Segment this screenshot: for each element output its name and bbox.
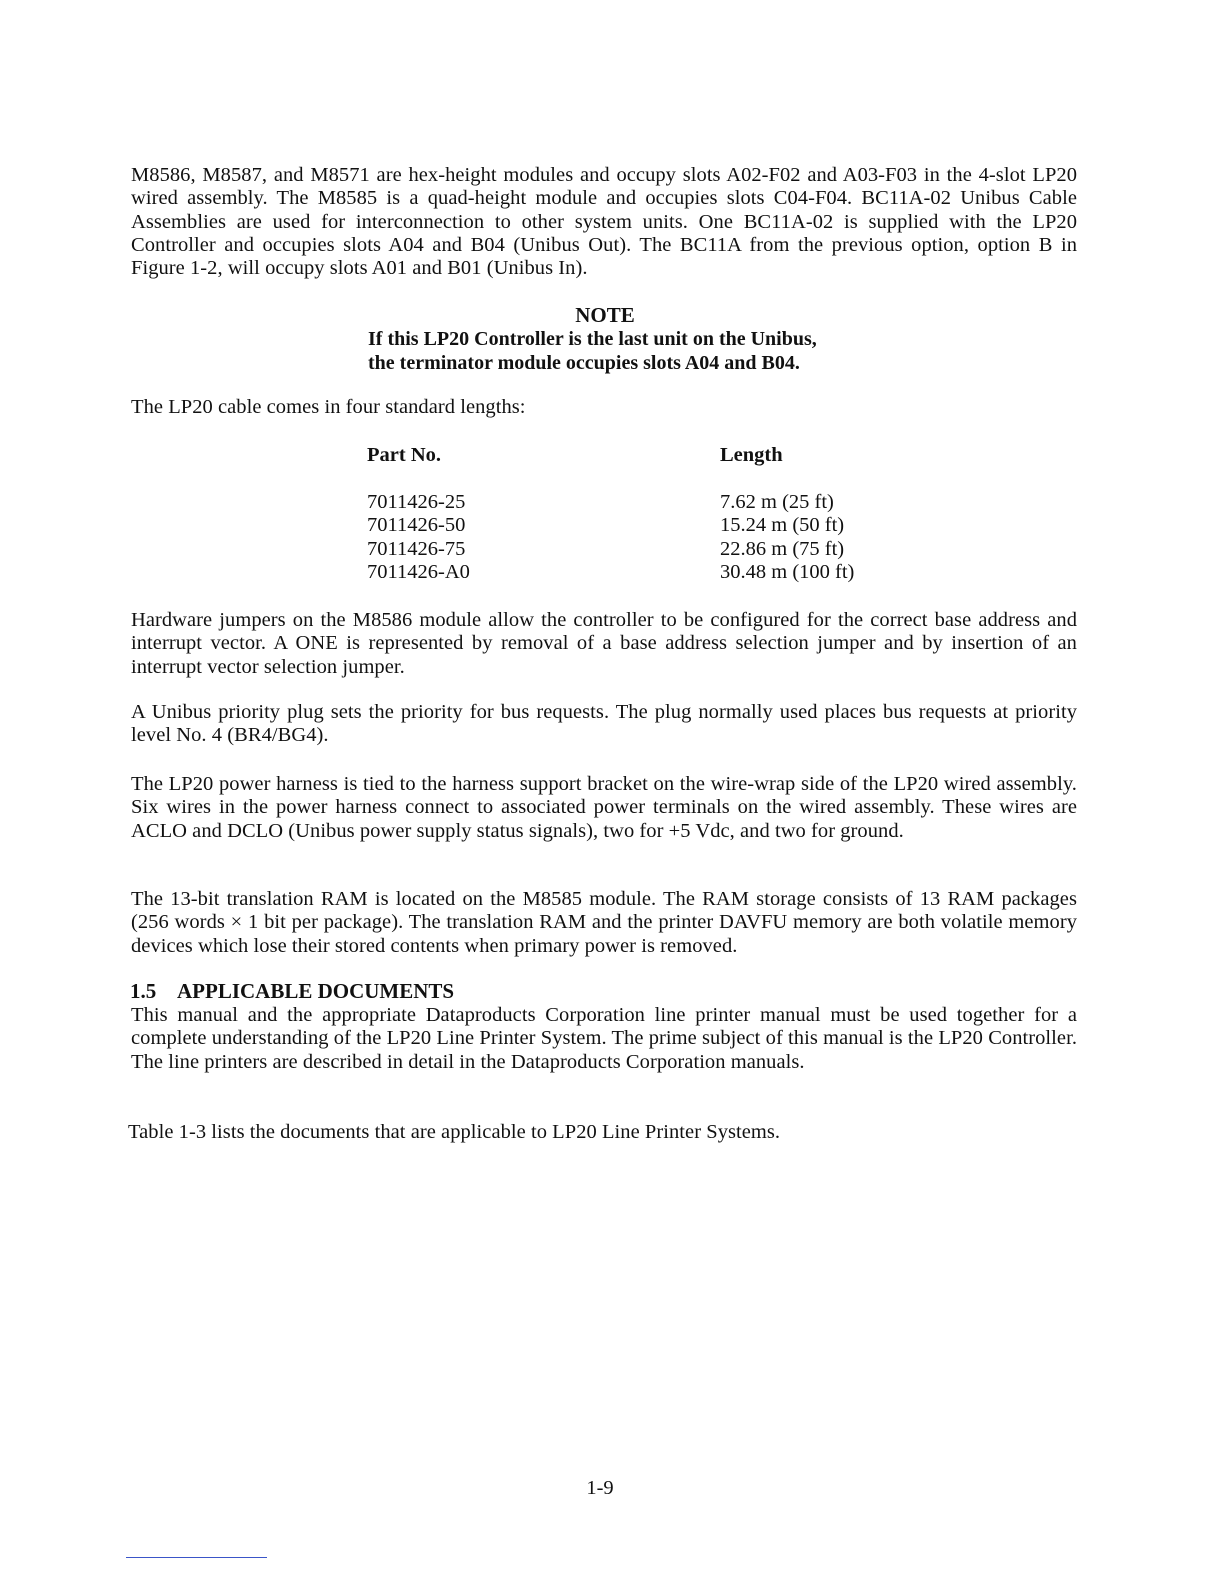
paragraph-modules: M8586, M8587, and M8571 are hex-height modules and occupy slots A02-F02 and A03-F03 in the 4-slot LP20 wired assembly. The M8585 is a quad-height module and occupies slots C04-F04. BC11A-02 Unibus Cable Assemblies are used for interconnection to other system units. One BC11A-02 is supplied with the LP20 Controller and occupies slots A04 and B04 (Unibus Out). The BC11A from the previous option, option B in Figure 1-2, will occupy slots A01 and B01 (Unibus In).	[131, 164, 1077, 280]
cable-length: 7.62 m (25 ft)	[720, 491, 834, 513]
note-line-2: the terminator module occupies slots A04 and B04.	[368, 352, 800, 374]
table-row	[367, 538, 887, 561]
part-number: 7011426-50	[367, 514, 466, 537]
note-title: NOTE	[575, 303, 635, 327]
table-row	[367, 491, 887, 514]
part-number: 7011426-25	[367, 491, 466, 513]
page-number: 1-9	[586, 1477, 614, 1499]
section-title: APPLICABLE DOCUMENTS	[177, 979, 455, 1003]
cable-length-table	[367, 491, 887, 585]
paragraph-jumpers: Hardware jumpers on the M8586 module allow the controller to be configured for the correct base address and interrupt vector. A ONE is represented by removal of a base address selection jumper and by insertion of an interrupt vector selection jumper.	[131, 609, 1077, 678]
note-line-1: If this LP20 Controller is the last unit on the Unibus,	[368, 328, 817, 350]
section-number: 1.5	[130, 979, 157, 1003]
paragraph-table-reference: Table 1-3 lists the documents that are applicable to LP20 Line Printer Systems.	[128, 1121, 781, 1143]
table-header-length: Length	[720, 444, 783, 466]
table-row	[367, 561, 887, 584]
cable-length: 30.48 m (100 ft)	[720, 561, 855, 584]
table-row	[367, 514, 887, 537]
paragraph-cable-intro: The LP20 cable comes in four standard lengths:	[131, 396, 526, 418]
cable-length: 22.86 m (75 ft)	[720, 537, 845, 560]
note-body	[368, 327, 888, 375]
section-heading	[130, 979, 454, 1003]
cable-length: 15.24 m (50 ft)	[720, 514, 845, 537]
paragraph-priority: A Unibus priority plug sets the priority for bus requests. The plug normally used places bus requests at priority level No. 4 (BR4/BG4).	[131, 701, 1077, 747]
part-number: 7011426-A0	[367, 561, 470, 584]
paragraph-power-harness: The LP20 power harness is tied to the harness support bracket on the wire-wrap side of the LP20 wired assembly. Six wires in the power harness connect to associated power terminals on the wired assembly. These wires are ACLO and DCLO (Unibus power supply status signals), two for +5 Vdc, and two for ground.	[131, 773, 1077, 842]
footer-rule	[126, 1557, 267, 1558]
part-number: 7011426-75	[367, 537, 466, 560]
table-header-part: Part No.	[367, 444, 442, 466]
paragraph-translation-ram: The 13-bit translation RAM is located on the M8585 module. The RAM storage consists of 13 RAM packages (256 words × 1 bit per package). The translation RAM and the printer DAVFU memory are both volatile memory devices which lose their stored contents when primary power is removed.	[131, 888, 1077, 957]
paragraph-documents: This manual and the appropriate Dataproducts Corporation line printer manual must be used together for a complete understanding of the LP20 Line Printer System. The prime subject of this manual is the LP20 Controller. The line printers are described in detail in the Dataproducts Corporation manuals.	[131, 1004, 1077, 1073]
